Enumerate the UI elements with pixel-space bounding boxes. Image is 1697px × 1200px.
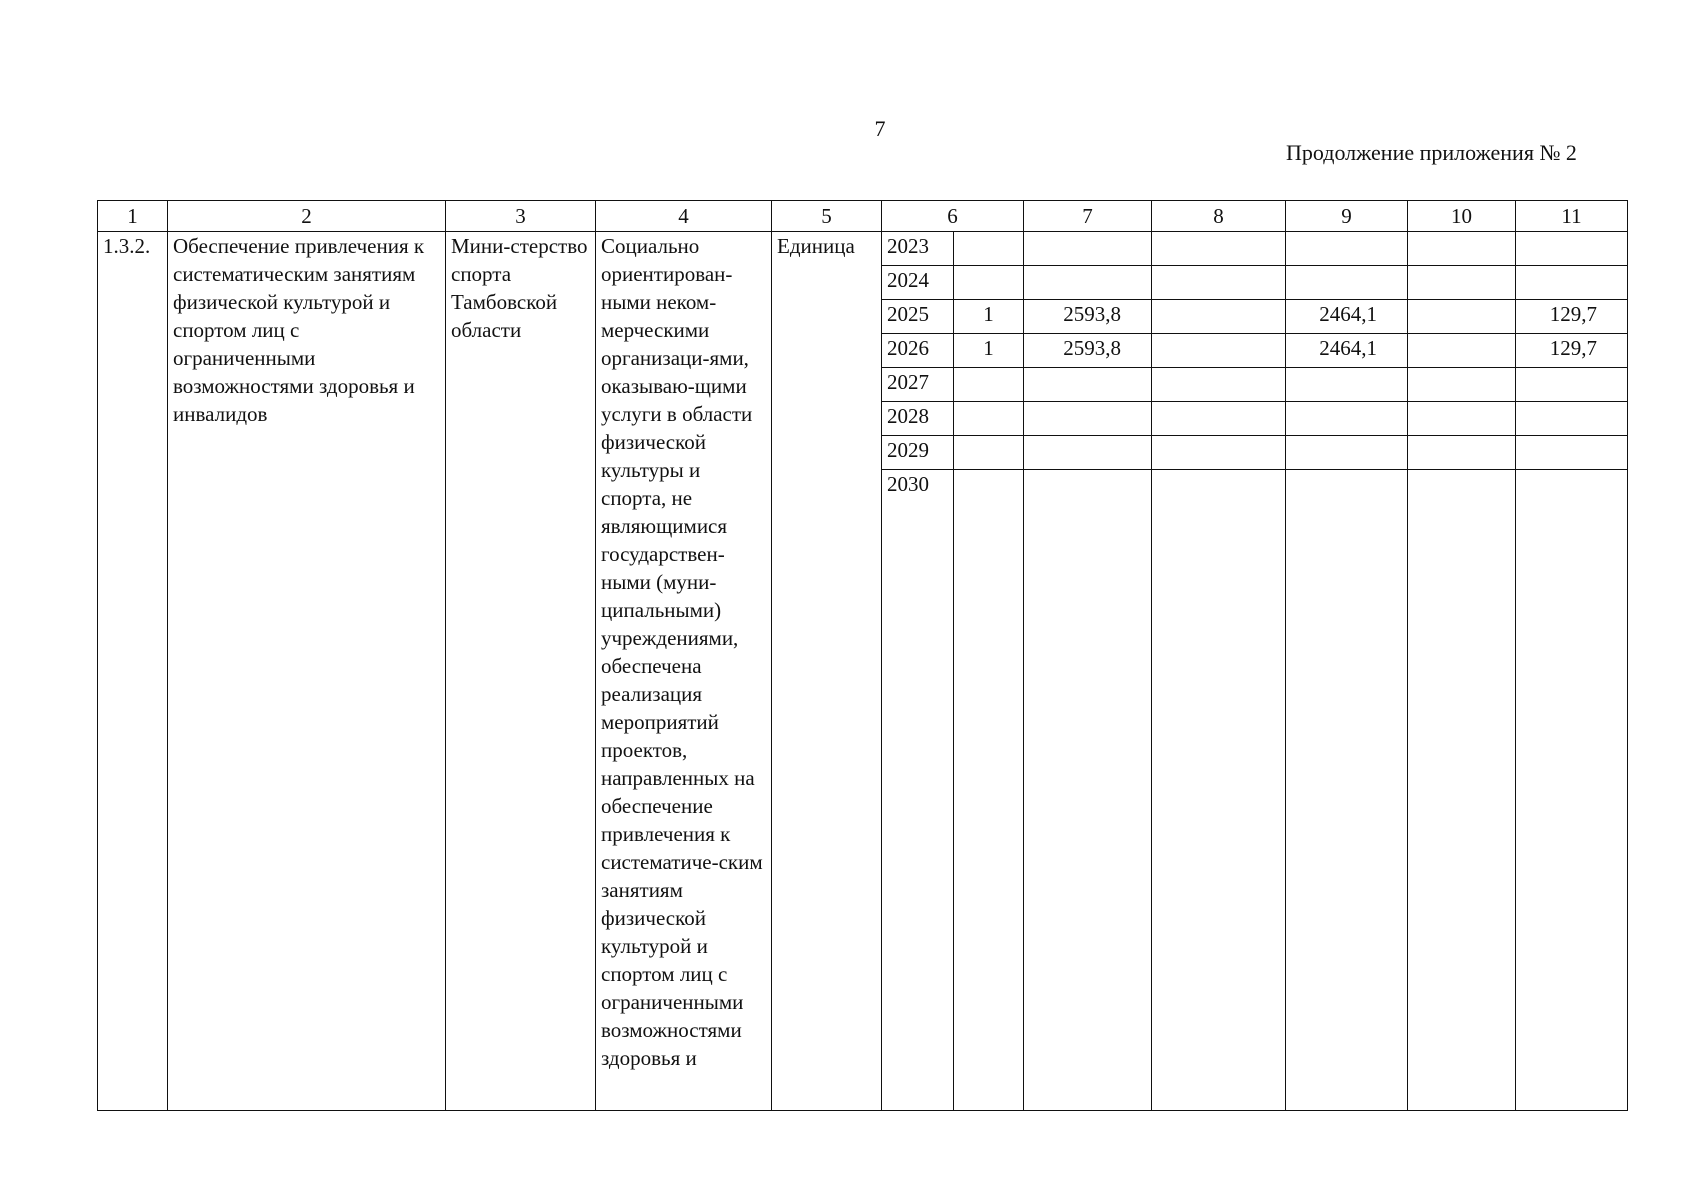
qty-cell <box>954 402 1024 436</box>
col9-cell <box>1286 402 1408 436</box>
col9-cell <box>1286 266 1408 300</box>
header-cell-10: 10 <box>1408 201 1516 232</box>
qty-cell <box>954 470 1024 1111</box>
header-cell-3: 3 <box>446 201 596 232</box>
col11-cell <box>1516 470 1628 1111</box>
header-cell-1: 1 <box>98 201 168 232</box>
col9-cell <box>1286 436 1408 470</box>
row-result: Социально ориентирован-ными неком-мерческими организаци-ями, оказываю-щими услуги в области физической культуры и спорта, не являющимися государствен-ными (муни-ципальными) учреждениями, обеспечена реализация мероприятий проектов, направленных на обеспечение привлечения к систематиче-ским занятиям физической культурой и спортом лиц с ограниченными возможностями здоровья и <box>596 232 772 1111</box>
col11-cell <box>1516 402 1628 436</box>
col7-cell: 2593,8 <box>1024 300 1152 334</box>
qty-cell: 1 <box>954 334 1024 368</box>
col8-cell <box>1152 334 1286 368</box>
header-cell-4: 4 <box>596 201 772 232</box>
header-cell-7: 7 <box>1024 201 1152 232</box>
col9-cell <box>1286 470 1408 1111</box>
col11-cell: 129,7 <box>1516 334 1628 368</box>
col8-cell <box>1152 300 1286 334</box>
col10-cell <box>1408 402 1516 436</box>
col8-cell <box>1152 470 1286 1111</box>
qty-cell <box>954 266 1024 300</box>
year-cell: 2024 <box>882 266 954 300</box>
col10-cell <box>1408 436 1516 470</box>
appendix-note: Продолжение приложения № 2 <box>1286 140 1577 165</box>
row-code: 1.3.2. <box>98 232 168 1111</box>
col10-cell <box>1408 368 1516 402</box>
col9-cell: 2464,1 <box>1286 300 1408 334</box>
col9-cell <box>1286 232 1408 266</box>
col10-cell <box>1408 232 1516 266</box>
year-cell: 2027 <box>882 368 954 402</box>
col11-cell <box>1516 368 1628 402</box>
qty-cell <box>954 436 1024 470</box>
header-cell-11: 11 <box>1516 201 1628 232</box>
col10-cell <box>1408 300 1516 334</box>
page-number: 7 <box>874 116 886 141</box>
year-cell: 2029 <box>882 436 954 470</box>
table-row <box>98 232 1628 266</box>
year-cell: 2026 <box>882 334 954 368</box>
year-cell: 2025 <box>882 300 954 334</box>
header-row <box>98 201 1628 232</box>
header-cell-6: 6 <box>882 201 1024 232</box>
col7-cell <box>1024 266 1152 300</box>
col8-cell <box>1152 266 1286 300</box>
col9-cell <box>1286 368 1408 402</box>
col11-cell <box>1516 266 1628 300</box>
col7-cell <box>1024 232 1152 266</box>
col7-cell <box>1024 470 1152 1111</box>
col11-cell <box>1516 436 1628 470</box>
year-cell: 2030 <box>882 470 954 1111</box>
col11-cell <box>1516 232 1628 266</box>
header-cell-2: 2 <box>168 201 446 232</box>
header-cell-9: 9 <box>1286 201 1408 232</box>
col10-cell <box>1408 266 1516 300</box>
col8-cell <box>1152 436 1286 470</box>
col8-cell <box>1152 368 1286 402</box>
col7-cell <box>1024 368 1152 402</box>
year-cell: 2028 <box>882 402 954 436</box>
col10-cell <box>1408 470 1516 1111</box>
row-unit: Единица <box>772 232 882 1111</box>
col11-cell: 129,7 <box>1516 300 1628 334</box>
year-cell: 2023 <box>882 232 954 266</box>
row-executor: Мини-стерство спорта Тамбовской области <box>446 232 596 1111</box>
col7-cell <box>1024 402 1152 436</box>
qty-cell <box>954 368 1024 402</box>
header-cell-5: 5 <box>772 201 882 232</box>
qty-cell <box>954 232 1024 266</box>
program-table <box>97 200 1628 1111</box>
row-name: Обеспечение привлечения к систематическим занятиям физической культурой и спортом лиц с ограниченными возможностями здоровья и инвалидов <box>168 232 446 1111</box>
col8-cell <box>1152 232 1286 266</box>
col8-cell <box>1152 402 1286 436</box>
col10-cell <box>1408 334 1516 368</box>
col7-cell <box>1024 436 1152 470</box>
col7-cell: 2593,8 <box>1024 334 1152 368</box>
qty-cell: 1 <box>954 300 1024 334</box>
col9-cell: 2464,1 <box>1286 334 1408 368</box>
header-cell-8: 8 <box>1152 201 1286 232</box>
